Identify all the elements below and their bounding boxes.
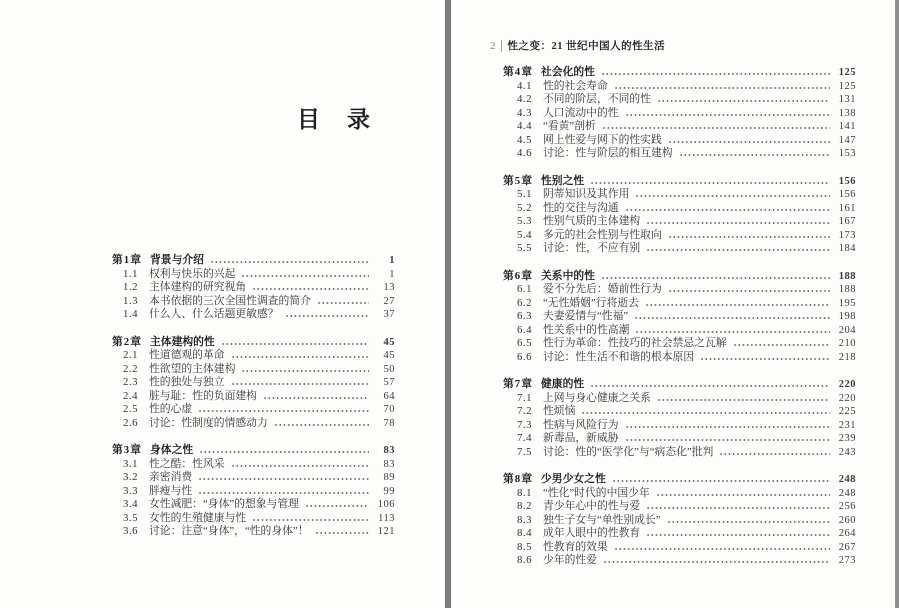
dot-leader: [252, 518, 369, 521]
section-number: 6.4: [517, 323, 532, 336]
section-number: 1.2: [123, 281, 138, 293]
section-title: 青少年心中的性与爱: [543, 500, 641, 512]
section-title: 性之酷：性风采: [149, 457, 225, 470]
page-number: 37: [383, 309, 395, 320]
page-number: 220: [838, 392, 856, 404]
toc-item-row: [112, 295, 395, 309]
page-number: 239: [838, 433, 856, 444]
section-title: 讨论：性的“医学化”与“病态化”批判: [543, 445, 714, 458]
dot-leader: [635, 330, 830, 333]
dot-leader: [612, 480, 830, 483]
dot-leader: [625, 425, 830, 428]
section-number: 5.1: [517, 188, 532, 200]
page-number: 260: [838, 514, 856, 526]
toc-item-row: [503, 514, 856, 528]
section-number: 3.5: [123, 511, 138, 524]
page-number: 161: [838, 202, 856, 214]
toc-item-row: [503, 242, 856, 256]
toc-chapter-row: [503, 175, 856, 189]
section-number: 7.4: [517, 432, 532, 444]
section-number: 2.4: [123, 389, 138, 402]
page-number: 27: [383, 295, 395, 307]
section-title: 性的交往与沟通: [543, 201, 619, 214]
section-title: “性化”时代的中国少年: [543, 486, 650, 499]
page-number: 147: [838, 134, 856, 146]
page-number: 70: [383, 404, 395, 415]
toc-item-row: [112, 403, 395, 417]
chapter-number: 第1章: [112, 254, 142, 266]
section-number: 2.3: [123, 376, 138, 388]
page-number: 248: [838, 487, 856, 499]
chapter-title: 身体之性: [150, 444, 194, 456]
dot-leader: [634, 317, 830, 320]
section-number: 5.3: [517, 215, 532, 227]
dot-leader: [668, 235, 830, 238]
scan-right-edge: [895, 0, 899, 608]
toc-item-row: [503, 527, 856, 541]
section-number: 1.3: [123, 294, 138, 307]
dot-leader: [602, 127, 830, 130]
toc-item-row: [112, 485, 395, 499]
section-number: 5.5: [517, 242, 532, 254]
dot-leader: [210, 261, 369, 264]
page-number: 89: [383, 472, 395, 483]
page-number: 184: [838, 243, 856, 254]
section-number: 7.3: [517, 418, 532, 431]
page-number: 248: [838, 474, 856, 485]
toc-chapter-row: [112, 254, 395, 268]
dot-leader: [603, 561, 830, 564]
page-number: 167: [838, 216, 856, 227]
page-number: 267: [838, 541, 856, 553]
toc-item-row: [503, 541, 856, 555]
section-title: 夫妻爱情与“性福”: [543, 310, 629, 322]
dot-leader: [581, 412, 830, 415]
section-title: 性烦恼: [543, 405, 576, 417]
dot-leader: [614, 86, 830, 89]
toc-chapter-row: [503, 66, 856, 80]
section-number: 8.4: [517, 527, 532, 539]
section-number: 3.1: [123, 457, 138, 470]
dot-leader: [733, 344, 830, 347]
chapter-number: 第3章: [112, 444, 142, 456]
toc-item-row: [503, 554, 856, 568]
dot-leader: [241, 369, 369, 372]
section-number: 2.2: [123, 362, 138, 375]
section-title: “看黄”剖析: [543, 120, 596, 132]
toc-item-row: [503, 500, 856, 514]
section-number: 4.4: [517, 120, 532, 132]
chapter-title: 背景与介绍: [150, 254, 204, 266]
section-title: 多元的社会性别与性取向: [543, 228, 662, 241]
toc-item-row: [112, 471, 395, 485]
page-number: 45: [383, 350, 395, 361]
section-title: 上网与身心健康之关系: [543, 391, 651, 404]
dot-leader: [305, 505, 369, 508]
dot-leader: [646, 507, 830, 510]
toc-chapter-row: [503, 378, 856, 392]
toc-item-row: [112, 349, 395, 363]
dot-leader: [646, 222, 830, 225]
header-page-number: 2: [490, 39, 496, 52]
toc-chapter-row: [503, 270, 856, 284]
toc-chapter-block: [503, 270, 856, 365]
toc-item-row: [112, 417, 395, 431]
page-number: 78: [383, 417, 395, 429]
section-number: 8.5: [517, 540, 532, 553]
toc-item-row: [503, 324, 856, 338]
dot-leader: [646, 249, 830, 252]
section-number: 8.1: [517, 486, 532, 499]
page-number: 188: [838, 284, 856, 295]
toc-item-row: [503, 147, 856, 161]
section-title: 性关系中的性高潮: [543, 323, 630, 336]
dot-leader: [198, 478, 369, 481]
section-number: 2.5: [123, 403, 138, 415]
section-number: 3.2: [123, 471, 138, 483]
section-title: 什么人、什么话题更敏感？: [149, 308, 279, 320]
dot-leader: [667, 520, 830, 523]
section-title: 性病与风险行为: [543, 418, 619, 431]
section-number: 4.5: [517, 133, 532, 146]
page-number: 131: [838, 94, 856, 105]
dot-leader: [590, 385, 830, 388]
page-number: 153: [838, 148, 856, 159]
dot-leader: [263, 396, 369, 399]
toc-item-row: [503, 202, 856, 216]
page-number: 106: [377, 499, 395, 510]
dot-leader: [241, 274, 369, 277]
section-title: 讨论：性制度的情感动力: [149, 416, 268, 429]
section-title: 不同的阶层，不同的性: [543, 93, 651, 105]
section-title: 成年人眼中的性教育: [543, 527, 641, 539]
section-number: 2.1: [123, 349, 138, 361]
page-number: 64: [383, 390, 395, 402]
page-number: 99: [383, 485, 395, 497]
section-title: 新毒品，新威胁: [543, 432, 619, 444]
toc-item-row: [112, 390, 395, 404]
page-number: 1: [389, 268, 395, 280]
chapter-title: 社会化的性: [541, 66, 595, 78]
dot-leader: [635, 195, 830, 198]
dot-leader: [198, 491, 369, 494]
right-page: [451, 0, 895, 608]
toc-item-row: [503, 297, 856, 311]
section-title: 性别气质的主体建构: [543, 215, 641, 227]
dot-leader: [656, 493, 830, 496]
toc-item-row: [503, 134, 856, 148]
page-number: 173: [838, 229, 856, 241]
section-number: 3.3: [123, 484, 138, 497]
section-number: 8.6: [517, 554, 532, 566]
chapter-number: 第5章: [503, 174, 533, 187]
section-title: 性道德观的革命: [149, 349, 225, 361]
dot-leader: [668, 290, 830, 293]
header-divider-line: [501, 40, 502, 52]
dot-leader: [317, 301, 369, 304]
page-number: 256: [838, 501, 856, 512]
dot-leader: [625, 113, 830, 116]
chapter-number: 第7章: [503, 378, 533, 390]
page-number: 198: [838, 311, 856, 322]
page-number: 125: [838, 67, 856, 78]
toc-chapter-row: [112, 336, 395, 350]
dot-leader: [231, 464, 369, 467]
toc-chapter-block: [503, 473, 856, 568]
page-number: 138: [838, 107, 856, 119]
page-number: 273: [838, 555, 856, 566]
toc-chapter-row: [503, 473, 856, 487]
page-number: 220: [838, 379, 856, 390]
toc-item-row: [503, 432, 856, 446]
toc-chapter-block: [503, 66, 856, 161]
toc-item-row: [503, 215, 856, 229]
page-number: 195: [838, 297, 856, 309]
toc-left-column: [112, 254, 395, 539]
section-title: 亲密消费: [149, 471, 193, 483]
toc-chapter-row: [112, 444, 395, 458]
header-running-title: 性之变：21 世纪中国人的性生活: [507, 41, 666, 52]
chapter-title: 性别之性: [541, 174, 585, 187]
toc-item-row: [503, 80, 856, 94]
page-number: 57: [383, 377, 395, 388]
page-number: 218: [838, 351, 856, 363]
section-title: 讨论：性，不应有别: [543, 242, 641, 254]
dot-leader: [601, 73, 830, 76]
chapter-number: 第6章: [503, 269, 533, 282]
page-number: 121: [377, 526, 395, 537]
section-number: 4.2: [517, 93, 532, 105]
section-title: 网上性爱与网下的性实践: [543, 133, 662, 146]
page-number: 83: [383, 445, 395, 456]
page-number: 188: [838, 270, 856, 282]
toc-item-row: [112, 281, 395, 295]
section-number: 1.4: [123, 308, 138, 320]
section-number: 4.3: [517, 106, 532, 119]
page-number: 1: [389, 255, 395, 266]
toc-item-row: [503, 446, 856, 460]
chapter-number: 第4章: [503, 66, 533, 78]
page-number: 83: [383, 458, 395, 470]
page-number: 125: [838, 80, 856, 92]
section-title: 本书依据的三次全国性调查的简介: [149, 294, 311, 307]
section-title: 性行为革命：性技巧的社会禁忌之瓦解: [543, 337, 727, 349]
section-number: 6.1: [517, 283, 532, 295]
chapter-number: 第2章: [112, 335, 142, 348]
section-number: 5.2: [517, 201, 532, 214]
section-number: 7.2: [517, 405, 532, 417]
dot-leader: [590, 181, 830, 184]
dot-leader: [700, 357, 830, 360]
dot-leader: [657, 398, 830, 401]
dot-leader: [601, 276, 830, 279]
section-title: 性的独处与独立: [149, 376, 225, 388]
section-title: 脏与耻：性的负面建构: [149, 389, 257, 402]
toc-item-row: [503, 310, 856, 324]
section-title: 讨论：注意“身体”，“性的身体”！: [149, 525, 309, 537]
section-title: 讨论：性生活不和谐的根本原因: [543, 350, 695, 363]
page-number: 156: [838, 189, 856, 200]
section-number: 7.5: [517, 445, 532, 458]
toc-item-row: [503, 107, 856, 121]
toc-item-row: [112, 308, 395, 322]
page-number: 225: [838, 406, 856, 417]
page-number: 45: [383, 336, 395, 348]
toc-item-row: [503, 283, 856, 297]
section-title: 女性减肥：“身体”的想象与管理: [149, 498, 299, 510]
toc-chapter-block: [503, 175, 856, 256]
page-number: 243: [838, 446, 856, 458]
dot-leader: [625, 208, 830, 211]
section-number: 7.1: [517, 391, 532, 404]
section-title: 性的心虚: [149, 403, 193, 415]
toc-chapter-block: [503, 378, 856, 459]
page-number: 50: [383, 363, 395, 375]
toc-chapter-block: [112, 444, 395, 539]
page-number: 264: [838, 528, 856, 539]
toc-item-row: [112, 268, 395, 282]
dot-leader: [231, 356, 369, 359]
section-number: 3.4: [123, 498, 138, 510]
toc-item-row: [503, 351, 856, 365]
toc-item-row: [503, 120, 856, 134]
section-number: 1.1: [123, 267, 138, 280]
toc-item-row: [112, 376, 395, 390]
section-number: 3.6: [123, 525, 138, 537]
dot-leader: [614, 547, 830, 550]
toc-item-row: [503, 337, 856, 351]
dot-leader: [274, 423, 369, 426]
dot-leader: [645, 303, 830, 306]
dot-leader: [679, 154, 830, 157]
section-title: 人口流动中的性: [543, 106, 619, 119]
section-title: 性欲望的主体建构: [149, 362, 236, 375]
section-number: 6.6: [517, 350, 532, 363]
toc-item-row: [112, 458, 395, 472]
toc-item-row: [503, 419, 856, 433]
dot-leader: [646, 534, 830, 537]
section-number: 5.4: [517, 228, 532, 241]
section-title: 主体建构的研究视角: [149, 281, 247, 293]
section-number: 2.6: [123, 416, 138, 429]
dot-leader: [221, 342, 369, 345]
chapter-title: 健康的性: [541, 378, 585, 390]
dot-leader: [285, 315, 369, 318]
toc-item-row: [112, 363, 395, 377]
running-header: [490, 38, 665, 53]
section-title: 少年的性爱: [543, 554, 597, 566]
page-number: 231: [838, 419, 856, 431]
toc-chapter-block: [112, 254, 395, 322]
toc-item-row: [112, 498, 395, 512]
toc-item-row: [112, 525, 395, 539]
chapter-number: 第8章: [503, 473, 533, 485]
dot-leader: [315, 532, 369, 535]
toc-item-row: [503, 487, 856, 501]
section-title: 独生子女与“单性别成长”: [543, 513, 661, 526]
section-title: 爱不分先后：婚前性行为: [543, 283, 662, 295]
toc-chapter-block: [112, 336, 395, 431]
toc-page-title: 目 录: [297, 107, 372, 132]
page-number: 156: [838, 175, 856, 187]
section-number: 4.1: [517, 79, 532, 92]
toc-item-row: [503, 405, 856, 419]
section-title: 讨论：性与阶层的相互建构: [543, 147, 673, 159]
chapter-title: 主体建构的性: [150, 335, 215, 348]
section-number: 6.5: [517, 337, 532, 349]
section-number: 6.3: [517, 310, 532, 322]
toc-right-column: [503, 66, 856, 568]
toc-item-row: [503, 392, 856, 406]
page-number: 210: [838, 338, 856, 349]
toc-item-row: [503, 188, 856, 202]
section-number: 8.3: [517, 513, 532, 526]
toc-item-row: [503, 93, 856, 107]
dot-leader: [198, 410, 369, 413]
section-title: 女性的生殖健康与性: [149, 511, 247, 524]
dot-leader: [252, 288, 369, 291]
dot-leader: [625, 439, 830, 442]
section-title: 胖瘦与性: [149, 484, 193, 497]
section-title: 权利与快乐的兴起: [149, 267, 236, 280]
section-number: 6.2: [517, 296, 532, 309]
chapter-title: 关系中的性: [541, 269, 595, 282]
section-title: 性的社会寿命: [543, 79, 608, 92]
dot-leader: [668, 140, 830, 143]
page-number: 204: [838, 324, 856, 336]
section-number: 8.2: [517, 500, 532, 512]
section-title: 性教育的效果: [543, 540, 608, 553]
section-title: “无性婚姻”行将逝去: [543, 296, 639, 309]
page-number: 13: [383, 282, 395, 293]
dot-leader: [657, 100, 830, 103]
left-page: [0, 0, 445, 608]
toc-item-row: [503, 229, 856, 243]
dot-leader: [199, 451, 369, 454]
page-number: 141: [838, 121, 856, 132]
dot-leader: [719, 452, 830, 455]
section-number: 4.6: [517, 147, 532, 159]
dot-leader: [231, 383, 369, 386]
chapter-title: 少男少女之性: [541, 473, 606, 485]
toc-item-row: [112, 512, 395, 526]
page-number: 113: [378, 512, 395, 524]
section-title: 阴蒂知识及其作用: [543, 188, 630, 200]
